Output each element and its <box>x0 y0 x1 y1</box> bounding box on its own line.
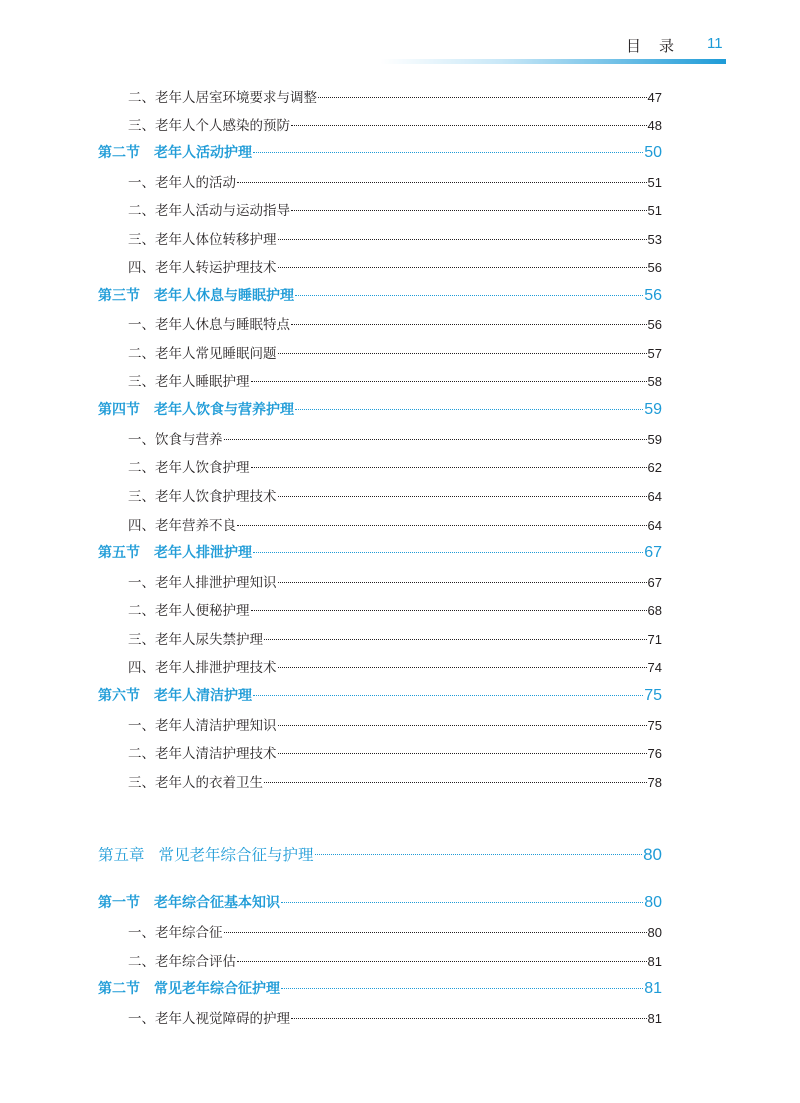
dot-leader <box>237 960 647 962</box>
toc-item[interactable] <box>128 114 662 134</box>
toc-label: 三、老年人饮食护理技术 <box>128 489 277 505</box>
toc-section[interactable] <box>98 142 662 162</box>
toc-label <box>98 285 294 305</box>
toc-item[interactable] <box>128 256 662 276</box>
dot-leader <box>278 495 647 497</box>
toc-item[interactable] <box>128 456 662 476</box>
toc-label: 一、饮食与营养 <box>128 432 223 448</box>
dot-leader <box>264 638 647 640</box>
toc-number: 第一节 <box>98 895 140 911</box>
toc-page-number: 64 <box>647 489 662 504</box>
toc-page-number: 81 <box>644 980 662 997</box>
toc-page-number: 71 <box>647 632 662 647</box>
toc-page-number: 81 <box>647 1011 662 1026</box>
toc-item[interactable] <box>128 171 662 191</box>
toc-item[interactable] <box>128 199 662 219</box>
toc-item[interactable] <box>128 485 662 505</box>
toc-number: 第五章 <box>98 846 145 864</box>
dot-leader <box>281 987 643 989</box>
dot-leader <box>295 294 643 296</box>
toc-section[interactable] <box>98 685 662 705</box>
toc-page-number: 68 <box>647 603 662 618</box>
dot-leader <box>281 901 643 903</box>
toc-page-number: 80 <box>647 925 662 940</box>
dot-leader <box>315 853 643 855</box>
toc-page-number: 59 <box>647 432 662 447</box>
toc-page-number: 75 <box>647 718 662 733</box>
toc-label: 三、老年人的衣着卫生 <box>128 775 263 791</box>
dot-leader <box>253 551 643 553</box>
toc-label <box>98 843 314 865</box>
toc-page-number: 56 <box>647 260 662 275</box>
toc-number: 第四节 <box>98 402 140 418</box>
toc-section[interactable] <box>98 399 662 419</box>
toc-item[interactable] <box>128 950 662 970</box>
toc-label: 二、老年人活动与运动指导 <box>128 203 290 219</box>
toc-label <box>98 542 252 562</box>
page-header-title: 目录 <box>626 37 693 55</box>
toc-label: 二、老年人便秘护理 <box>128 603 250 619</box>
dot-leader <box>237 181 647 183</box>
toc-number: 第六节 <box>98 688 140 704</box>
toc-number: 第二节 <box>98 145 140 161</box>
toc-page-number: 58 <box>647 374 662 389</box>
toc-label: 二、老年人清洁护理技术 <box>128 746 277 762</box>
toc-label: 一、老年人排泄护理知识 <box>128 575 277 591</box>
toc-title: 老年人排泄护理 <box>154 545 252 561</box>
toc-item[interactable] <box>128 514 662 534</box>
toc-label <box>98 399 294 419</box>
toc-page-number: 48 <box>647 118 662 133</box>
toc-label: 四、老年人排泄护理技术 <box>128 660 277 676</box>
toc-page-number: 56 <box>644 287 662 304</box>
toc-label: 二、老年综合评估 <box>128 954 236 970</box>
toc-label: 三、老年人尿失禁护理 <box>128 632 263 648</box>
toc-page-number: 51 <box>647 203 662 218</box>
toc-page-number: 75 <box>644 687 662 704</box>
toc-label: 二、老年人饮食护理 <box>128 460 250 476</box>
toc-item[interactable] <box>128 628 662 648</box>
toc-page-number: 50 <box>644 144 662 161</box>
toc-label <box>98 978 280 998</box>
toc-title: 老年人清洁护理 <box>154 688 252 704</box>
dot-leader <box>278 581 647 583</box>
toc-title: 老年人活动护理 <box>154 145 252 161</box>
toc-page-number: 78 <box>647 775 662 790</box>
toc-item[interactable] <box>128 571 662 591</box>
toc-page-number: 62 <box>647 460 662 475</box>
toc-label: 一、老年人的活动 <box>128 175 236 191</box>
toc-label: 三、老年人睡眠护理 <box>128 374 250 390</box>
dot-leader <box>253 694 643 696</box>
toc-item[interactable] <box>128 921 662 941</box>
toc-section[interactable] <box>98 285 662 305</box>
toc-title: 常见老年综合征护理 <box>154 981 280 997</box>
dot-leader <box>278 352 647 354</box>
toc-number: 第五节 <box>98 545 140 561</box>
toc-title: 老年综合征基本知识 <box>154 895 280 911</box>
header-accent-bar <box>380 59 726 64</box>
dot-leader <box>291 124 647 126</box>
toc-item[interactable] <box>128 1007 662 1027</box>
toc-page-number: 80 <box>644 894 662 911</box>
toc-item[interactable] <box>128 313 662 333</box>
toc-item[interactable] <box>128 714 662 734</box>
dot-leader <box>253 151 643 153</box>
dot-leader <box>278 724 647 726</box>
dot-leader <box>278 266 647 268</box>
toc-section[interactable] <box>98 978 662 998</box>
dot-leader <box>237 524 647 526</box>
toc-page-number: 53 <box>647 232 662 247</box>
dot-leader <box>318 96 647 98</box>
dot-leader <box>291 1017 647 1019</box>
toc-label: 一、老年综合征 <box>128 925 223 941</box>
toc-label: 三、老年人个人感染的预防 <box>128 118 290 134</box>
toc-page-number: 59 <box>644 401 662 418</box>
toc-page-number: 76 <box>647 746 662 761</box>
dot-leader <box>278 666 647 668</box>
toc-page-number: 81 <box>647 954 662 969</box>
toc-section[interactable] <box>98 892 662 912</box>
toc-number: 第二节 <box>98 981 140 997</box>
toc-item[interactable] <box>128 86 662 106</box>
dot-leader <box>291 323 647 325</box>
dot-leader <box>224 931 647 933</box>
toc-page-number: 67 <box>644 544 662 561</box>
toc-page-number: 57 <box>647 346 662 361</box>
toc-page-number: 51 <box>647 175 662 190</box>
dot-leader <box>251 466 647 468</box>
dot-leader <box>251 380 647 382</box>
toc-item[interactable] <box>128 342 662 362</box>
toc-label: 一、老年人清洁护理知识 <box>128 718 277 734</box>
dot-leader <box>224 438 647 440</box>
toc-item[interactable] <box>128 370 662 390</box>
toc-label <box>98 892 280 912</box>
toc-label <box>98 685 252 705</box>
toc-label: 四、老年人转运护理技术 <box>128 260 277 276</box>
toc-page-number: 64 <box>647 518 662 533</box>
page-number: 11 <box>707 35 723 52</box>
toc-title: 常见老年综合征与护理 <box>158 846 314 864</box>
toc-label: 三、老年人体位转移护理 <box>128 232 277 248</box>
toc-label <box>98 142 252 162</box>
toc-page-number: 67 <box>647 575 662 590</box>
toc-item[interactable] <box>128 599 662 619</box>
toc-item[interactable] <box>128 742 662 762</box>
toc-label: 一、老年人休息与睡眠特点 <box>128 317 290 333</box>
toc-title: 老年人饮食与营养护理 <box>154 402 294 418</box>
toc-item[interactable] <box>128 228 662 248</box>
toc-page-number: 56 <box>647 317 662 332</box>
dot-leader <box>278 238 647 240</box>
toc-page-number: 80 <box>643 845 662 864</box>
toc-label: 二、老年人常见睡眠问题 <box>128 346 277 362</box>
toc-section[interactable] <box>98 542 662 562</box>
toc-page-number: 47 <box>647 90 662 105</box>
dot-leader <box>291 209 647 211</box>
toc-title: 老年人休息与睡眠护理 <box>154 288 294 304</box>
dot-leader <box>264 781 647 783</box>
toc-label: 一、老年人视觉障碍的护理 <box>128 1011 290 1027</box>
dot-leader <box>295 408 643 410</box>
dot-leader <box>251 609 647 611</box>
toc-label: 二、老年人居室环境要求与调整 <box>128 90 317 106</box>
dot-leader <box>278 752 647 754</box>
toc-page-number: 74 <box>647 660 662 675</box>
toc-label: 四、老年营养不良 <box>128 518 236 534</box>
toc-chapter[interactable] <box>98 843 662 865</box>
toc-number: 第三节 <box>98 288 140 304</box>
toc-item[interactable] <box>128 771 662 791</box>
toc-item[interactable] <box>128 428 662 448</box>
toc-item[interactable] <box>128 656 662 676</box>
